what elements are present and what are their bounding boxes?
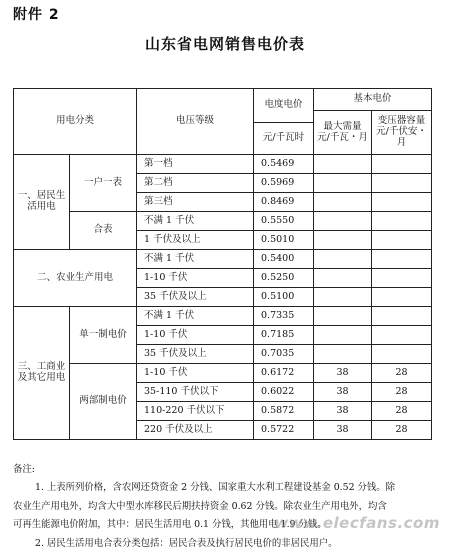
price-cell: 0.5010 [254, 231, 314, 250]
capacity-cell [372, 307, 432, 326]
category-industrial: 三、工商业及其它用电 [14, 307, 70, 440]
capacity-cell [372, 174, 432, 193]
voltage-cell: 35 千伏及以上 [137, 288, 254, 307]
demand-cell [314, 345, 372, 364]
price-cell: 0.5969 [254, 174, 314, 193]
attachment-label: 附件 2 [13, 7, 60, 23]
notes-section [13, 461, 435, 553]
demand-cell [314, 212, 372, 231]
capacity-cell [372, 231, 432, 250]
header-category: 用电分类 [14, 89, 137, 155]
demand-cell: 38 [314, 364, 372, 383]
note-line: 可再生能源电价附加，其中：居民生活用电 0.1 分钱，其他用电 1.9 分钱。 [13, 519, 327, 531]
capacity-cell [372, 269, 432, 288]
capacity-cell: 28 [372, 364, 432, 383]
price-cell: 0.5722 [254, 421, 314, 440]
price-cell: 0.8469 [254, 193, 314, 212]
capacity-cell [372, 288, 432, 307]
note-line: 农业生产用电外，均含大中型水库移民后期扶持资金 0.62 分钱。除农业生产用电外，均含 [13, 500, 387, 512]
watermark: www.elecfans.com [274, 514, 440, 532]
voltage-cell: 1-10 千伏 [137, 326, 254, 345]
subcategory-single-system: 单一制电价 [70, 307, 137, 364]
demand-cell [314, 288, 372, 307]
header-price: 电度电价 [254, 89, 314, 123]
capacity-cell: 28 [372, 402, 432, 421]
header-capacity: 变压器容量 元/千伏安・月 [372, 111, 432, 155]
price-cell: 0.5400 [254, 250, 314, 269]
price-cell: 0.6172 [254, 364, 314, 383]
demand-cell: 38 [314, 383, 372, 402]
voltage-cell: 220 千伏及以上 [137, 421, 254, 440]
voltage-cell: 1-10 千伏 [137, 364, 254, 383]
voltage-cell: 35-110 千伏以下 [137, 383, 254, 402]
category-agriculture: 二、农业生产用电 [14, 250, 137, 307]
price-cell: 0.5100 [254, 288, 314, 307]
demand-cell [314, 193, 372, 212]
demand-cell [314, 250, 372, 269]
header-basic: 基本电价 [314, 89, 432, 111]
voltage-cell: 35 千伏及以上 [137, 345, 254, 364]
demand-cell [314, 231, 372, 250]
voltage-cell: 1-10 千伏 [137, 269, 254, 288]
subcategory-two-part: 两部制电价 [70, 364, 137, 440]
capacity-cell [372, 155, 432, 174]
demand-cell: 38 [314, 402, 372, 421]
price-cell: 0.5550 [254, 212, 314, 231]
demand-cell [314, 326, 372, 345]
voltage-cell: 第二档 [137, 174, 254, 193]
price-cell: 0.7335 [254, 307, 314, 326]
demand-cell [314, 174, 372, 193]
capacity-cell [372, 250, 432, 269]
price-cell: 0.5250 [254, 269, 314, 288]
subcategory-one-meter: 一户一表 [70, 155, 137, 212]
capacity-cell [372, 193, 432, 212]
voltage-cell: 1 千伏及以上 [137, 231, 254, 250]
voltage-cell: 第一档 [137, 155, 254, 174]
capacity-cell: 28 [372, 421, 432, 440]
demand-cell [314, 307, 372, 326]
demand-cell [314, 269, 372, 288]
voltage-cell: 不满 1 千伏 [137, 212, 254, 231]
voltage-cell: 不满 1 千伏 [137, 307, 254, 326]
price-cell: 0.5872 [254, 402, 314, 421]
capacity-cell [372, 212, 432, 231]
capacity-cell: 28 [372, 383, 432, 402]
demand-cell: 38 [314, 421, 372, 440]
category-residential: 一、居民生活用电 [14, 155, 70, 250]
voltage-cell: 第三档 [137, 193, 254, 212]
notes-heading: 备注: [13, 464, 35, 475]
note-line: 2. 居民生活用电合表分类包括：居民合表及执行居民电价的非居民用户。 [35, 537, 338, 549]
header-voltage: 电压等级 [137, 89, 254, 155]
price-cell: 0.7185 [254, 326, 314, 345]
voltage-cell: 110-220 千伏以下 [137, 402, 254, 421]
header-price-unit: 元/千瓦时 [254, 123, 314, 155]
note-line: 1. 上表所列价格，含农网还贷资金 2 分钱、国家重大水利工程建设基金 0.52 分钱。除 [35, 482, 396, 494]
capacity-cell [372, 326, 432, 345]
page-title: 山东省电网销售电价表 [144, 35, 305, 53]
subcategory-combined-meter: 合表 [70, 212, 137, 250]
price-cell: 0.6022 [254, 383, 314, 402]
capacity-cell [372, 345, 432, 364]
tariff-table [13, 88, 432, 440]
voltage-cell: 不满 1 千伏 [137, 250, 254, 269]
price-cell: 0.7035 [254, 345, 314, 364]
demand-cell [314, 155, 372, 174]
price-cell: 0.5469 [254, 155, 314, 174]
header-max-demand: 最大需量 元/千瓦・月 [314, 111, 372, 155]
